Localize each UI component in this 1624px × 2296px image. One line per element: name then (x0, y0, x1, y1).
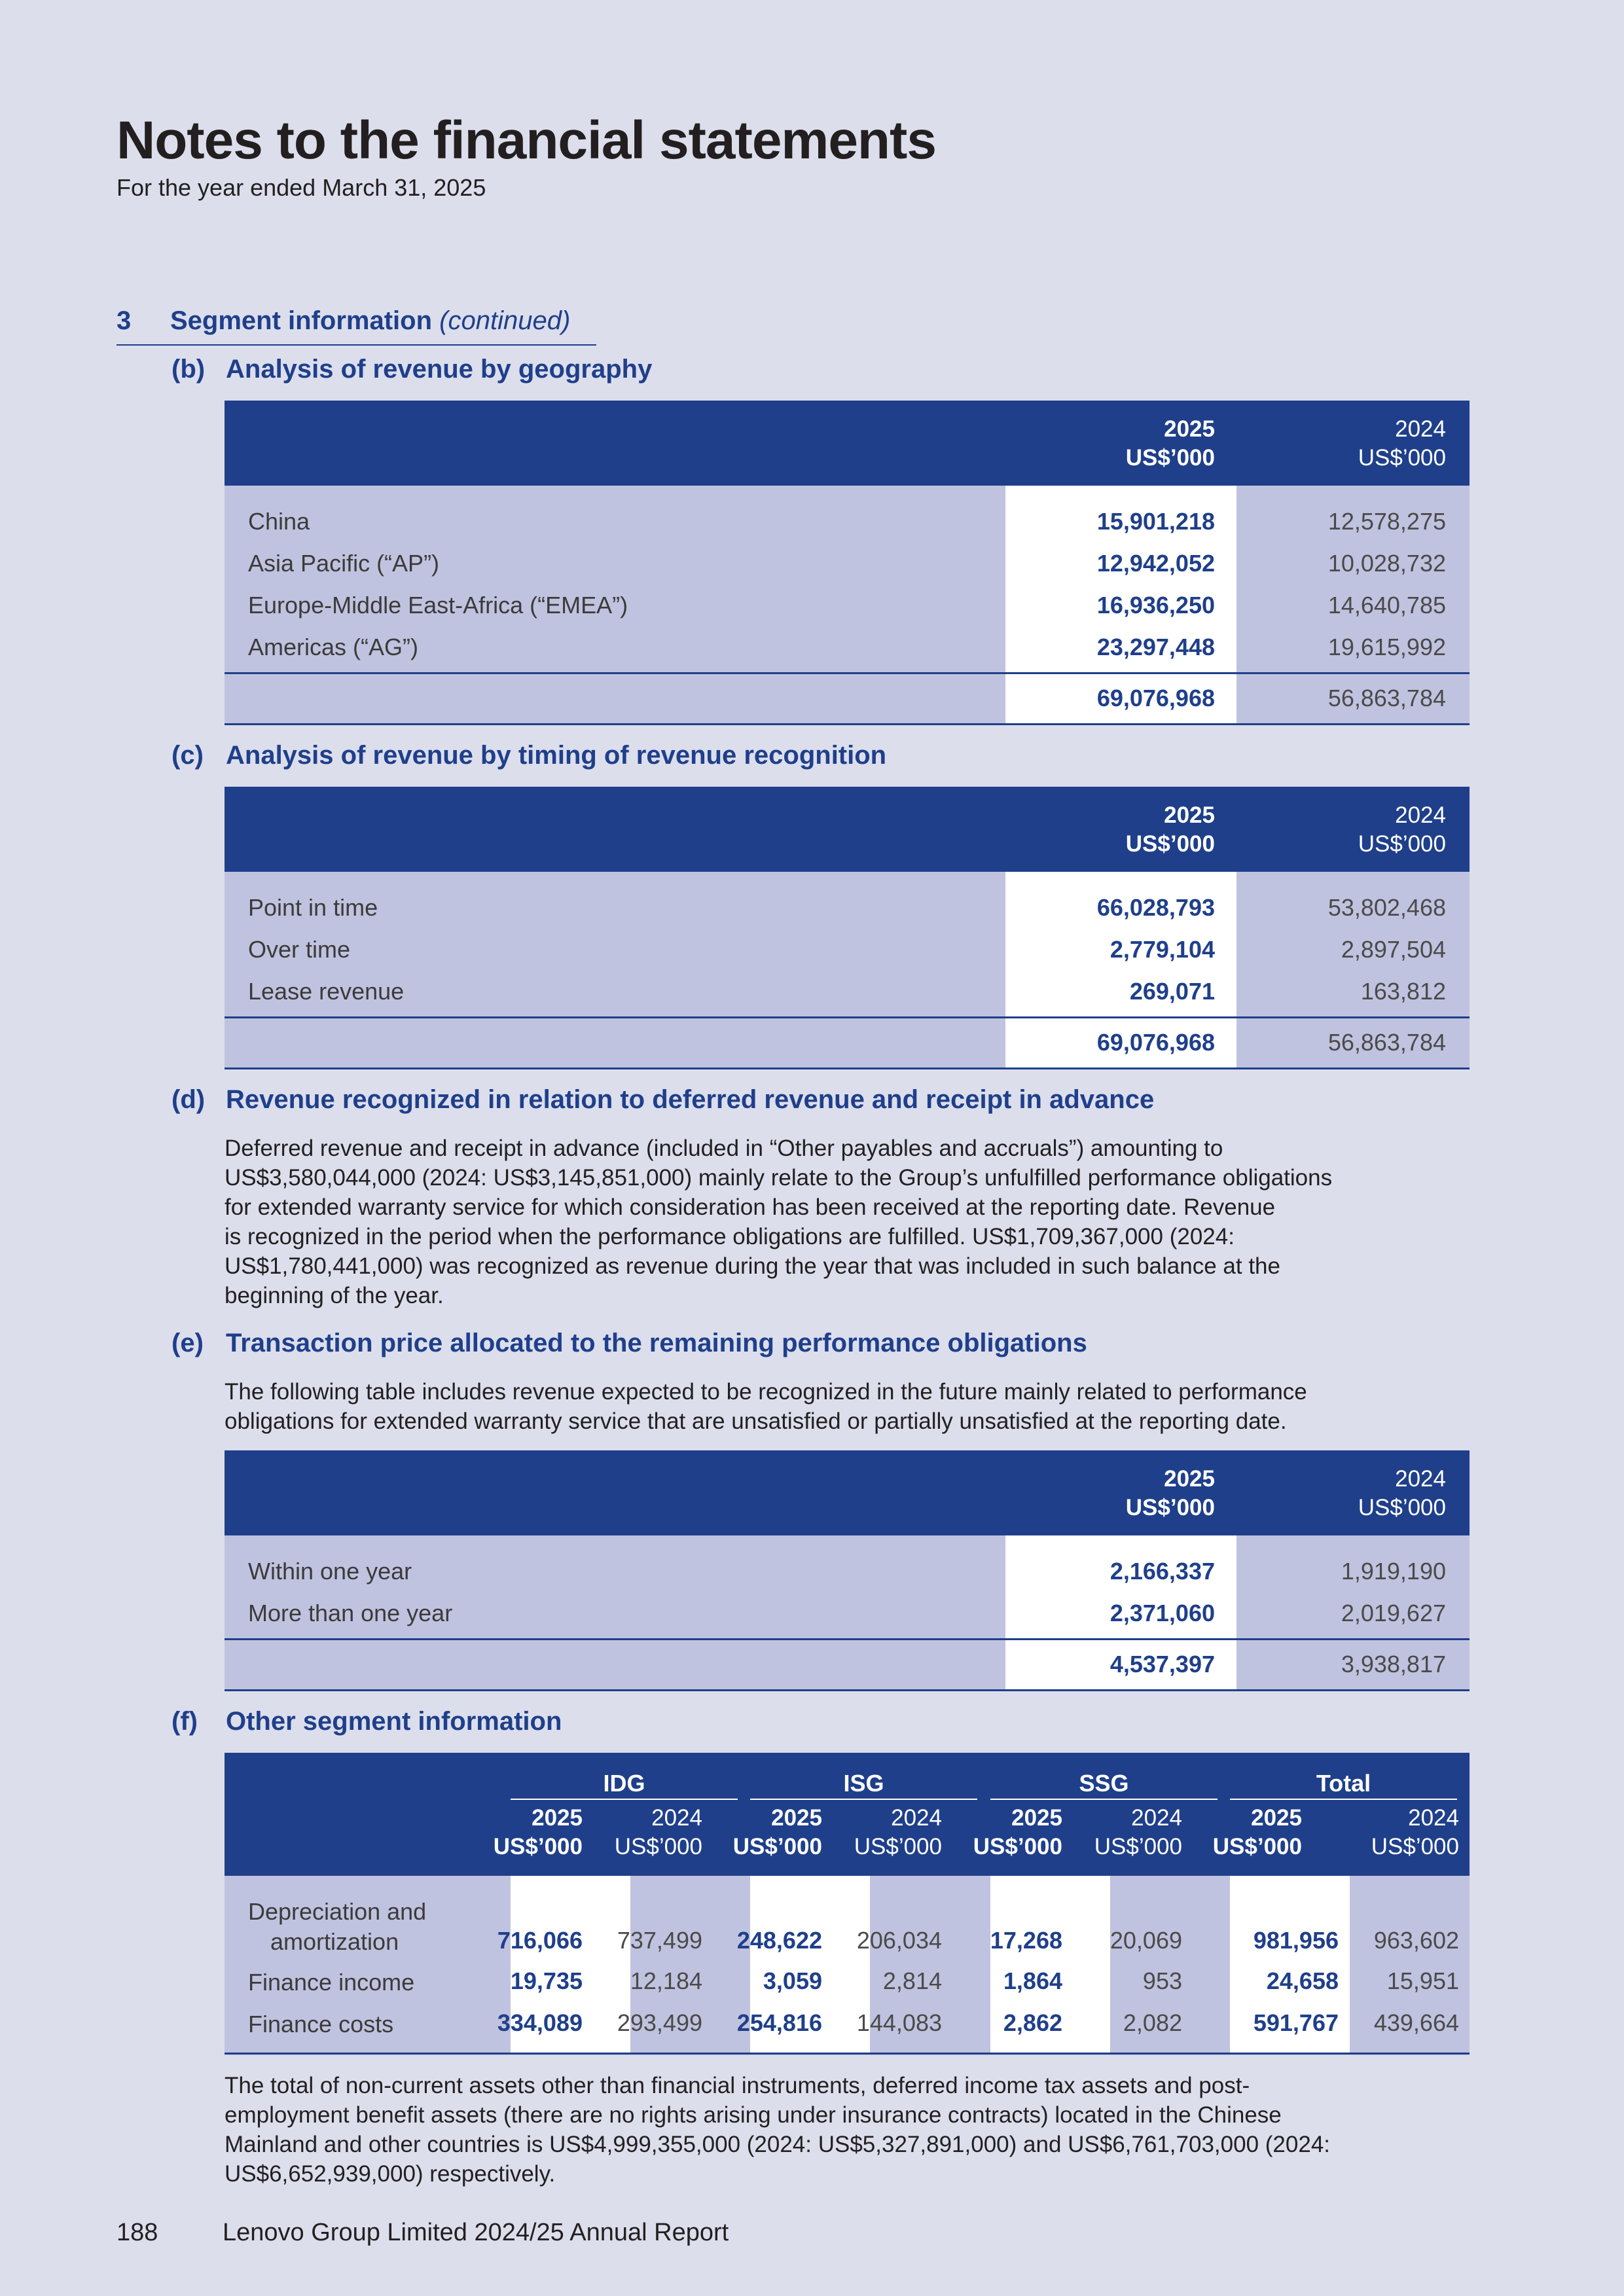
non-current-assets-note: The total of non-current assets other than financial instruments, deferred income tax assets and post- employment benefit assets (there are no rights arising under insurance contracts) located in the Chinese Mainland and other countries is US$4,999,355,000 (2024: US$5,327,891,000) and US$6,761,703,000 (2024: US$6,652,939,000) respectively. (225, 2073, 1331, 2187)
table-row: More than one year 2,371,060 2,019,627 (248, 1600, 1446, 1626)
bottom-rule (225, 723, 1470, 725)
bottom-rule (225, 1689, 1470, 1691)
subsection-label: (e) (171, 1329, 204, 1357)
subsection-label: (d) (171, 1085, 206, 1114)
section-heading (117, 305, 596, 346)
col-2025-header: 2025 US$’000 (1125, 1466, 1215, 1520)
table-header (225, 401, 1470, 486)
bottom-rule (225, 2053, 1470, 2054)
group-header-total: Total (1230, 1770, 1457, 1800)
idg-2024-header: 2024 US$’000 (614, 1805, 702, 1859)
section-title: Segment information (170, 306, 433, 335)
subtotal-rule (225, 1016, 1470, 1018)
page-title: Notes to the financial statements (117, 111, 936, 170)
table-row: Over time 2,779,104 2,897,504 (248, 936, 1446, 963)
table-body (225, 486, 1470, 725)
table-header (225, 1753, 1470, 1876)
subsection-title: Analysis of revenue by geography (226, 355, 653, 384)
total-row: 4,537,397 3,938,817 (1110, 1651, 1446, 1677)
col-2024-header: 2024 US$’000 (1358, 802, 1446, 857)
table-row: Americas (“AG”) 23,297,448 19,615,992 (248, 634, 1446, 660)
ssg-2025-header: 2025 US$’000 (973, 1805, 1062, 1859)
subsection-title: Other segment information (226, 1707, 562, 1736)
table-row: Finance income 19,735 12,184 3,059 2,814 1,864 953 24,658 15,951 (248, 1967, 1459, 1996)
report-footer: Lenovo Group Limited 2024/25 Annual Report (223, 2219, 729, 2246)
table-row: Within one year 2,166,337 1,919,190 (248, 1558, 1446, 1585)
idg-2025-header: 2025 US$’000 (493, 1805, 583, 1859)
subsection-title: Analysis of revenue by timing of revenue recognition (226, 741, 887, 770)
other-segment-table (225, 1753, 1470, 2055)
subsection-label: (f) (171, 1707, 198, 1736)
deferred-revenue-paragraph: Deferred revenue and receipt in advance (included in “Other payables and accruals”) amounting to US$3,580,044,000 (2024: US$3,145,851,000) mainly relate to the Group’s unfulfilled performance obligations for extended warranty service for which consideration has been received at the reporting date. Revenue is recognized in the period when the performance obligations are fulfilled. US$1,709,367,000 (2024: US$1,780,441,000) was recognized as revenue during the year that was included in such balance at the beginning of the year. (225, 1136, 1333, 1308)
subtotal-rule (225, 1638, 1470, 1640)
subsection-title: Revenue recognized in relation to deferred revenue and receipt in advance (226, 1085, 1155, 1114)
group-header-ssg: SSG (990, 1770, 1218, 1800)
table-row: Asia Pacific (“AP”) 12,942,052 10,028,732 (248, 550, 1446, 577)
table-body (225, 872, 1470, 1069)
remaining-obligations-table (225, 1450, 1470, 1691)
total-2024-header: 2024 US$’000 (1371, 1805, 1459, 1859)
page-number: 188 (117, 2219, 158, 2246)
table-row: Point in time 66,028,793 53,802,468 (248, 894, 1446, 921)
table-body (225, 1876, 1470, 2055)
table-row: China 15,901,218 12,578,275 (248, 508, 1446, 535)
table-row: Lease revenue 269,071 163,812 (248, 978, 1446, 1005)
subsection-label: (c) (171, 741, 204, 770)
col-2025-header: 2025 US$’000 (1125, 802, 1215, 857)
group-header-idg: IDG (511, 1770, 738, 1800)
table-row: Europe-Middle East-Africa (“EMEA”) 16,936,250 14,640,785 (248, 592, 1446, 619)
timing-revenue-table (225, 787, 1470, 1069)
isg-2024-header: 2024 US$’000 (854, 1805, 942, 1859)
table-row: Depreciation and amortization 716,066 737,499 248,622 206,034 17,268 20,069 981,956 963,602 (248, 1898, 1459, 1955)
section-number: 3 (117, 306, 132, 335)
total-row: 69,076,968 56,863,784 (1096, 1029, 1446, 1056)
ssg-2024-header: 2024 US$’000 (1094, 1805, 1182, 1859)
subsection-label: (b) (171, 355, 206, 384)
geography-revenue-table (225, 401, 1470, 725)
section-continued: (continued) (439, 306, 571, 335)
page-subtitle: For the year ended March 31, 2025 (117, 174, 486, 201)
table-body (225, 1535, 1470, 1691)
total-2025-header: 2025 US$’000 (1212, 1805, 1302, 1859)
group-header-isg: ISG (750, 1770, 977, 1800)
performance-obligations-paragraph: The following table includes revenue expected to be recognized in the future mainly related to performance obligations for extended warranty service that are unsatisfied or partially unsatisfied at the reporting date. (225, 1379, 1307, 1434)
subsection-title: Transaction price allocated to the remaining performance obligations (226, 1329, 1087, 1357)
table-header (225, 787, 1470, 872)
table-row: Finance costs 334,089 293,499 254,816 144,083 2,862 2,082 591,767 439,664 (248, 2009, 1459, 2037)
table-header (225, 1450, 1470, 1535)
total-row: 69,076,968 56,863,784 (1096, 685, 1446, 711)
bottom-rule (225, 1067, 1470, 1069)
col-2024-header: 2024 US$’000 (1358, 1466, 1446, 1520)
isg-2025-header: 2025 US$’000 (732, 1805, 822, 1859)
subtotal-rule (225, 672, 1470, 674)
col-2025-header: 2025 US$’000 (1125, 416, 1215, 471)
col-2024-header: 2024 US$’000 (1358, 416, 1446, 471)
